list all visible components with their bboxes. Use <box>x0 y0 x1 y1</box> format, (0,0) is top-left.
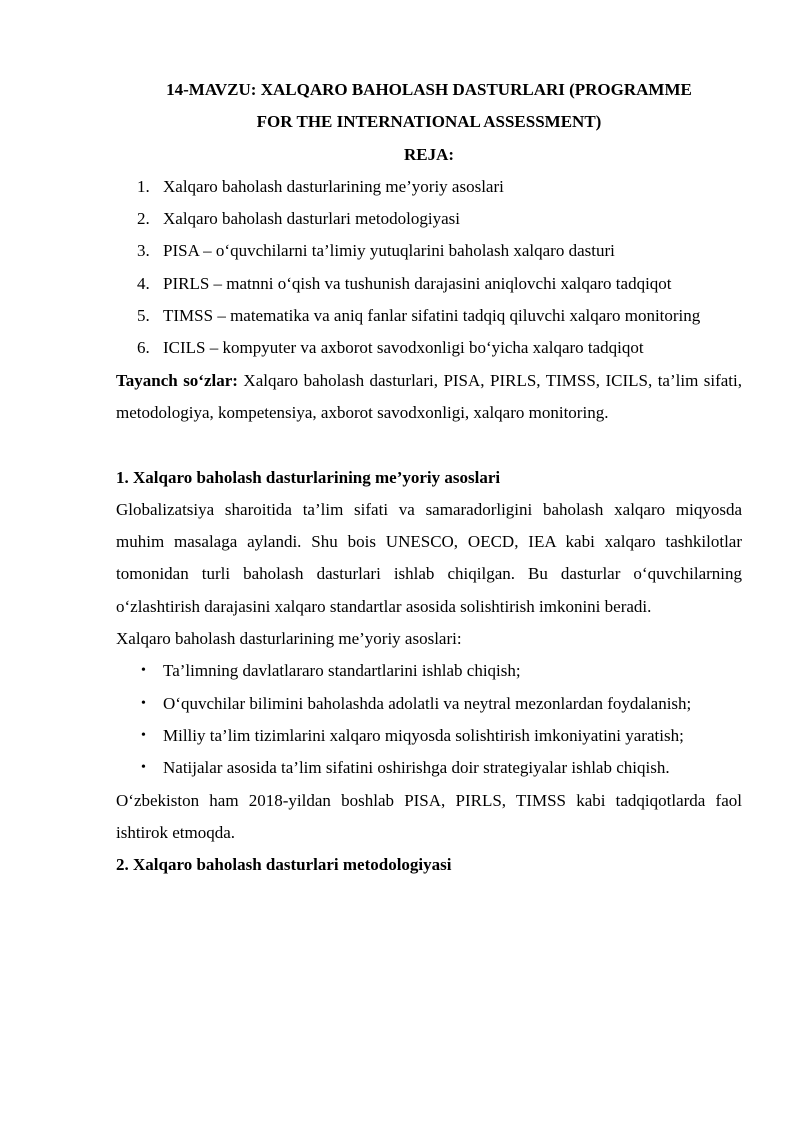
title-line-2: FOR THE INTERNATIONAL ASSESSMENT) <box>256 112 602 132</box>
plan-item-text: PISA – o‘quvchilarni ta’limiy yutuqlarini baholash xalqaro dasturi <box>163 241 615 261</box>
bullet-item <box>116 752 742 784</box>
plan-item-text: ICILS – kompyuter va axborot savodxonligi bo‘yicha xalqaro tadqiqot <box>163 338 644 358</box>
bullet-text: O‘quvchilar bilimini baholashda adolatli va neytral mezonlardan foydalanish; <box>163 693 692 713</box>
bullet-text: Natijalar asosida ta’lim sifatini oshirishga doir strategiyalar ishlab chiqish. <box>163 758 670 778</box>
plan-item <box>116 332 742 364</box>
document-title <box>116 74 742 171</box>
keywords-paragraph <box>116 365 742 430</box>
keywords-label: Tayanch so‘zlar: <box>116 370 238 390</box>
plan-item <box>116 235 742 267</box>
plan-item-number: 6. <box>137 338 150 358</box>
bullet-icon: • <box>141 727 146 743</box>
section-1-paragraph-2: O‘zbekiston ham 2018-yildan boshlab PISA, PIRLS, TIMSS kabi tadqiqotlarda faol ishtirok etmoqda. <box>116 790 742 842</box>
bullet-icon: • <box>141 760 146 776</box>
plan-item-number: 2. <box>137 209 150 229</box>
title-line-1: 14-MAVZU: XALQARO BAHOLASH DASTURLARI (PROGRAMME <box>166 80 692 99</box>
section-1-bullet-list <box>116 655 742 784</box>
keywords-text: Xalqaro baholash dasturlari, PISA, PIRLS, TIMSS, ICILS, ta’lim sifati, metodologiya, kompetensiya, axborot savodxonligi, xalqaro monitoring. <box>116 370 742 422</box>
plan-item-text: PIRLS – matnni o‘qish va tushunish darajasini aniqlovchi xalqaro tadqiqot <box>163 273 672 293</box>
plan-item <box>116 203 742 235</box>
bullet-item <box>116 720 742 752</box>
section-1-heading: 1. Xalqaro baholash dasturlarining me’yoriy asoslari <box>116 467 501 487</box>
bullet-item <box>116 688 742 720</box>
section-1-paragraph-1: Globalizatsiya sharoitida ta’lim sifati va samaradorligini baholash xalqaro miqyosda muhim masalaga aylandi. Shu bois UNESCO, OECD, IEA kabi xalqaro tashkilotlar tomonidan turli baholash dasturlari ishlab chiqilgan. Bu dasturlar o‘quvchilarning o‘zlashtirish darajasini xalqaro standartlar asosida solishtirish imkonini beradi. <box>116 499 742 616</box>
plan-list <box>116 171 742 365</box>
bullet-item <box>116 655 742 687</box>
plan-item-text: TIMSS – matematika va aniq fanlar sifatini tadqiq qiluvchi xalqaro monitoring <box>163 306 701 326</box>
plan-item-number: 4. <box>137 273 150 293</box>
section-2-heading: 2. Xalqaro baholash dasturlari metodologiyasi <box>116 855 452 875</box>
bullet-icon: • <box>141 663 146 679</box>
plan-item <box>116 171 742 203</box>
blank-line <box>116 429 742 461</box>
plan-item-number: 3. <box>137 241 150 261</box>
plan-item-number: 1. <box>137 176 150 196</box>
plan-item-number: 5. <box>137 306 150 326</box>
bullet-icon: • <box>141 695 146 711</box>
plan-item <box>116 268 742 300</box>
section-1-list-intro: Xalqaro baholash dasturlarining me’yoriy asoslari: <box>116 629 462 649</box>
plan-item <box>116 300 742 332</box>
plan-item-text: Xalqaro baholash dasturlari metodologiyasi <box>163 209 460 229</box>
plan-item-text: Xalqaro baholash dasturlarining me’yoriy asoslari <box>163 176 504 196</box>
document-page <box>116 74 742 881</box>
plan-heading: REJA: <box>403 144 455 164</box>
bullet-text: Ta’limning davlatlararo standartlarini ishlab chiqish; <box>163 661 521 681</box>
bullet-text: Milliy ta’lim tizimlarini xalqaro miqyosda solishtirish imkoniyatini yaratish; <box>163 725 684 745</box>
